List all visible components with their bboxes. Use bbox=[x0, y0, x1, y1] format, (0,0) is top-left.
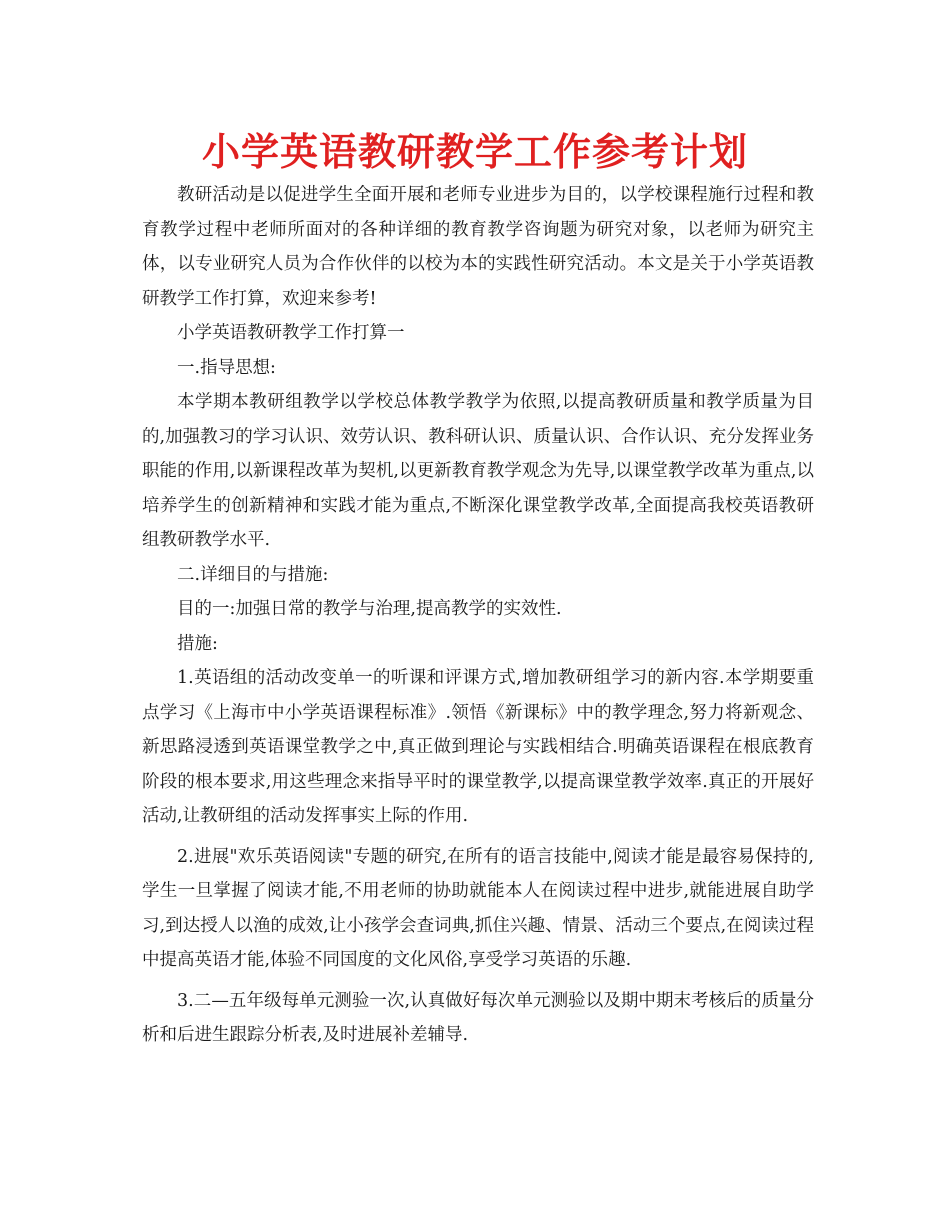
paragraph-section-heading: 小学英语教研教学工作打算一 bbox=[177, 323, 405, 343]
paragraph-heading-goals: 二.详细目的与措施: bbox=[177, 564, 329, 585]
paragraph-measure-1: 1.英语组的活动改变单一的听课和评课方式,增加教研组学习的新内容.本学期要重点学习《上海市中小学英语课程标准》.领悟《新课标》中的教学理念,努力将新观念、新思路浸透到英语课堂教学之中,真正做到理论与实践相结合.明确英语课程在根底教育阶段的根本要求,用这些理念来指导平时的课堂教学,以提高课堂教学效率.真正的开展好活动,让教研组的活动发挥事实上际的作用. bbox=[142, 668, 814, 826]
paragraph-measure-2: 2.进展"欢乐英语阅读"专题的研究,在所有的语言技能中,阅读才能是最容易保持的,学生一旦掌握了阅读才能,不用老师的协助就能本人在阅读过程中进步,就能进展自助学习,到达授人以渔的成效,让小孩学会查词典,抓住兴趣、情景、活动三个要点,在阅读过程中提高英语才能,体验不同国度的文化风俗,享受学习英语的乐趣. bbox=[142, 846, 814, 970]
paragraph-goal-one: 目的一:加强日常的教学与治理,提高教学的实效性. bbox=[177, 599, 562, 619]
paragraph-intro: 教研活动是以促进学生全面开展和老师专业进步为目的，以学校课程施行过程和教育教学过程中老师所面对的各种详细的教育教学咨询题为研究对象，以老师为研究主体，以专业研究人员为合作伙伴的以校为本的实践性研究活动。本文是关于小学英语教研教学工作打算，欢迎来参考! bbox=[142, 185, 814, 309]
document-title: 小学英语教研教学工作参考计划 bbox=[201, 130, 748, 174]
paragraph-guiding-thought: 本学期本教研组教学以学校总体教学教学为依照,以提高教研质量和教学质量为目的,加强教习的学习认识、效劳认识、教科研认识、质量认识、合作认识、充分发挥业务职能的作用,以新课程改革为契机,以更新教育教学观念为先导,以课堂教学改革为重点,以培养学生的创新精神和实践才能为重点,不断深化课堂教学改革,全面提高我校英语教研组教研教学水平. bbox=[142, 392, 814, 550]
paragraph-measures-label: 措施: bbox=[177, 633, 218, 654]
paragraph-measure-3: 3.二—五年级每单元测验一次,认真做好每次单元测验以及期中期末考核后的质量分析和后进生跟踪分析表,及时进展补差辅导. bbox=[142, 990, 814, 1045]
paragraph-heading-guiding-thought: 一.指导思想: bbox=[177, 357, 276, 378]
document-body bbox=[142, 178, 814, 1053]
